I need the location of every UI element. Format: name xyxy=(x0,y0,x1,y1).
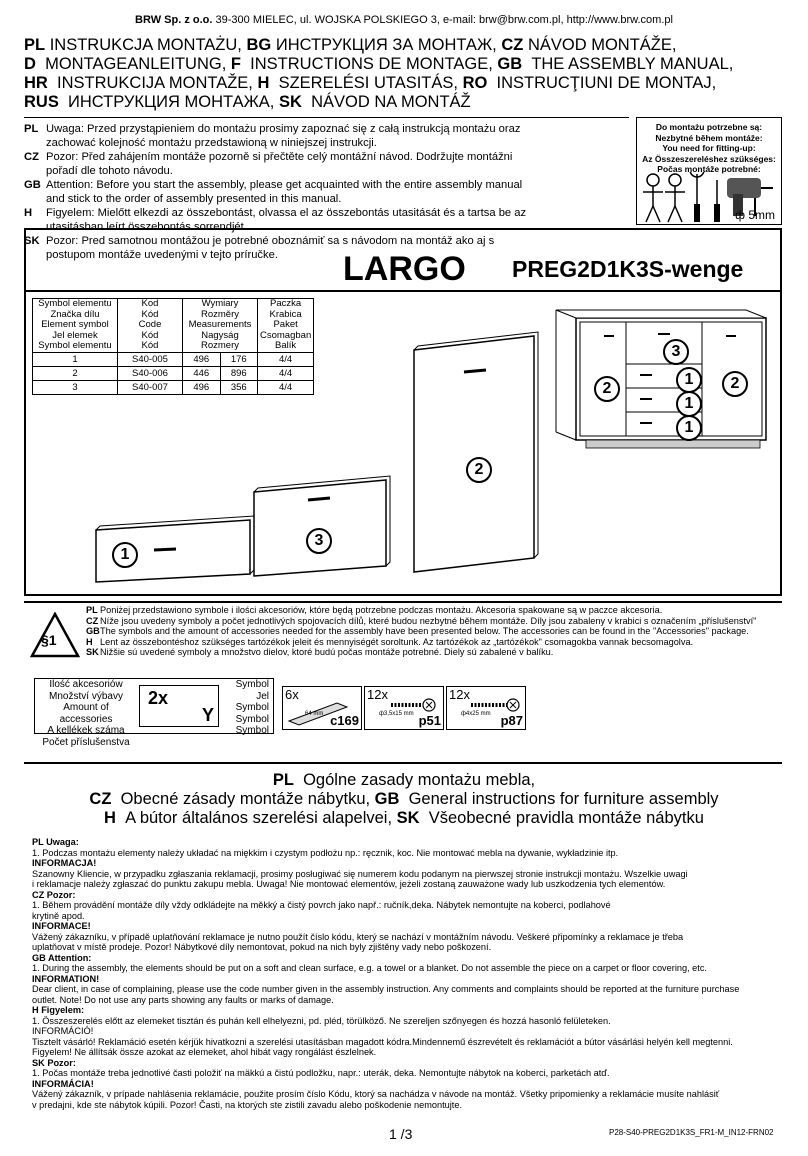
table-row: 2 S40-006 446 896 4/4 xyxy=(33,366,314,380)
title-line-4: RUS ИНСТРУКЦИЯ МОНТАЖА, SK NÁVOD NA MONTÁŽ xyxy=(24,93,471,111)
general-line: H Figyelem: xyxy=(32,1005,85,1015)
accessory-handle-c169: 6x 64 mm c169 xyxy=(282,686,362,730)
legend-sample-box: 2x Y xyxy=(139,685,219,727)
accessories-note: PL Poniżej przedstawiono symbole i ilości akcesoriów, które będą potrzebne podczas montażu. Akcesoria spakowane są w paczce akcesoria. CZ Níže jsou uvedeny symboly a počet jednotlivých spojovacích dílů, které budou nezbytné během montáže. Díly jsou zabaleny v krabici s označením „příslušenství" GBThe symbols and the amount of accessories needed for the assembly have been presented below. The accessories can be found in the "Accessories" package. H Lent az összebontéshoz szükséges tartózékok jeleit és mennyiségét soroltunk. Az tartózékok az „tartózékok" csomagokba vannak becsomagolva. SKNižšie sú uvedené symboly a množstvo dielov, ktoré budú počas montáže potrebné. Diely sú zabalené v balíku. xyxy=(86,605,757,657)
parts-diagram xyxy=(26,290,780,594)
general-line: GB Attention: xyxy=(32,952,92,963)
general-line: Figyelem! Ne állítsák össze azokat az elemeket, ahol hibát vagy rongálást észlelnek. xyxy=(32,1047,377,1057)
general-line: 1. Összeszerelés előtt az elemeket tisztán és puhán kell elhelyezni, pd. pléd, törülköző. Ne szereljen szőnyegen és hozzá hasonló felületeken. xyxy=(32,1015,611,1026)
header-package: Paczka Krabica Paket Csomagban Balík xyxy=(258,299,314,353)
warning-h: H Figyelem: Mielőtt elkezdi az összebontást, olvassa el az összebontás utasitását és a tartsa be az utasitásban leírt összebontás sorrendjét. xyxy=(24,207,527,233)
panel-2 xyxy=(414,332,538,572)
general-line: Dear client, in case of complaining, please use the code number given in the assembly instruction. Any comments and complaints should be reported at the furniture purchase xyxy=(32,984,740,994)
section-badge: §1 xyxy=(41,632,57,648)
company-address: 39-300 MIELEC, ul. WOJSKA POLSKIEGO 3, e-mail: brw@brw.com.pl, http://www.brw.com.pl xyxy=(215,14,673,26)
general-line: PL Uwaga: xyxy=(32,837,79,847)
general-line: Vážený zákazník, v prípade nahlásenia reklamácie, použite prosím číslo Kódu, ktorý sa nachádza v návode na montáž. Všetky pripomienky a reklamácie musíte nahlásiť xyxy=(32,1089,720,1099)
general-line: INFORMÁCIÓ! xyxy=(32,1026,94,1036)
general-line: INFORMACE! xyxy=(32,921,91,931)
cabinet-label-2-right: 2 xyxy=(722,371,748,397)
warning-cz: CZ Pozor: Před zahájením montáže pozorně si přečtěte celý montážní návod. Dodržujte montážni pořadí dle tohoto návodu. xyxy=(24,151,513,177)
table-row: 3 S40-007 496 356 4/4 xyxy=(33,380,314,394)
accessory-legend: Ilość akcesoriów Množství výbavy Amount of accessories A kellékek száma Počet příslušenstva 2x Y Symbol Jel Symbol Symbol Symbol xyxy=(34,678,274,734)
general-line: INFORMÁCIA! xyxy=(32,1078,94,1089)
general-line: i reklamacje należy zgłaszać do punktu zakupu mebla. Uwaga! Nie montować elementów, jeżeli zostaną zauważone wady lub uszkodzenia tych elementów. xyxy=(32,879,666,889)
warning-gb: GB Attention: Before you start the assembly, please get acquainted with the entire assembly manual and stick to the order of assembly presented in this manual. xyxy=(24,179,523,205)
general-heading: PL Ogólne zasady montażu mebla, CZ Obecné zásady montáže nábytku, GB General instructions for furniture assembly H A bútor általános szerelési alapelvei, SK Všeobecné pravidla montáže nábytku xyxy=(89,771,719,827)
general-line: 1. During the assembly, the elements should be put on a soft and clean surface, e.g. a towel or a blanket. Do not assemble the piece on a carpet or floor covering, etc. xyxy=(32,963,707,973)
general-line: krytině apod. xyxy=(32,910,85,921)
header-dimensions: Wymiary Rozměry Measurements Nagyság Rozmery xyxy=(183,299,258,353)
title-line-2: D MONTAGEANLEITUNG, F INSTRUCTIONS DE MONTAGE, GB THE ASSEMBLY MANUAL, xyxy=(24,55,734,73)
general-line: SK Pozor: xyxy=(32,1057,76,1068)
general-line: outlet. Note! Do not use any parts showing any faults or marks of damage. xyxy=(32,994,334,1005)
cabinet-label-1c: 1 xyxy=(676,415,702,441)
general-line: INFORMACJA! xyxy=(32,858,97,868)
cabinet-label-1b: 1 xyxy=(676,391,702,417)
document-titles xyxy=(24,36,733,112)
general-line: Szanowny Kliencie, w przypadku zgłaszania reklamacji, prosimy posługiwać się numerem kodu podanym na pierwszej stronie instrukcji montażu. Wszelkie uwagi xyxy=(32,868,688,879)
general-line: Tisztelt vásárló! Reklamáció esetén kérjük hivatkozni a szerelési utasításban magadott kódra.Mindennemű észrevételt és reklamációt a bútor vásárlási helyén kell megtenni. xyxy=(32,1036,733,1047)
title-line-3: HR INSTRUKCIJA MONTAŽE, H SZERELÉSI UTASITÁS, RO INSTRUCŢIUNI DE MONTAJ, xyxy=(24,74,717,92)
general-line: v predajni, kde ste nábytok kúpili. Pozor! Časti, na ktorých ste zistili zavadu alebo poškodenie nemontujte. xyxy=(32,1099,463,1110)
accessory-screw-p51: 12x ф3,5x15 mm p51 xyxy=(364,686,444,730)
panel-3 xyxy=(254,476,390,576)
general-line: CZ Pozor: xyxy=(32,889,76,900)
cabinet-label-1a: 1 xyxy=(676,367,702,393)
accessories-divider xyxy=(24,601,782,603)
label-part-3: 3 xyxy=(306,528,332,554)
warning-pl: PL Uwaga: Przed przystąpieniem do montażu prosimy zapoznać się z całą instrukcją montażu oraz zachować kolejność montażu przedstawioną w niniejszej instrukcji. xyxy=(24,123,521,149)
label-part-2: 2 xyxy=(466,457,492,483)
general-line: 1. Počas montáže treba jednotlivé časti položiť na mäkkú a čistú podložku, napr.: uterák, deka. Nemontujte nábytok na koberci, parketách atď. xyxy=(32,1068,610,1078)
general-line: 1. Během provádění montáže díly vždy odkládejte na měkký a čistý povrch jako např.: ručník,deka. Nábytek nemontujte na koberci, podlahové xyxy=(32,900,611,910)
assembly-warnings xyxy=(24,117,629,261)
phillips-screwdriver-icon xyxy=(690,172,704,222)
company-header xyxy=(0,14,808,26)
title-line-1: PL INSTRUKCJA MONTAŻU, BG ИНСТРУКЦИЯ ЗА МОНТАЖ, CZ NÁVOD MONTÁŽE, xyxy=(24,36,677,54)
label-part-1: 1 xyxy=(112,542,138,568)
tools-required-box: Do montażu potrzebne są: Nezbytné během montáže: You need for fitting-up: Az Összeszereléshez szükséges: Počas montáže potrebné: ф 5mm xyxy=(636,117,782,225)
general-line: Vážený zákazníku, v případě uplatňování reklamace je nutno použít číslo kódu, který se nachází v montážním návodu. Veškeré připomínky a reklamace je třeba xyxy=(32,931,684,942)
page-number: 1 /3 xyxy=(389,1126,413,1142)
document-reference: P28-S40-PREG2D1K3S_FR1-M_IN12-FRN02 xyxy=(609,1128,774,1137)
header-code: Kod Kód Code Kód Kód xyxy=(118,299,183,353)
flat-screwdriver-icon xyxy=(714,180,720,222)
company-name: BRW Sp. z o.o. xyxy=(135,14,213,26)
product-code: PREG2D1K3S-wenge xyxy=(512,256,744,282)
warning-sk: SK Pozor: Pred samotnou montážou je potrebné oboznámiť sa s návodom na montáž ako aj s postupom montáže uvedenými v tejto príručke. xyxy=(24,235,495,261)
general-line: 1. Podczas montażu elementy należy układać na miękkim i czystym podłożu np.: ręcznik, koc. Nie montować mebla na dywanie, wykładzinie itp. xyxy=(32,847,619,858)
general-instructions-text xyxy=(32,837,792,1110)
person-icon xyxy=(643,174,685,222)
cabinet-label-3: 3 xyxy=(663,339,689,365)
general-line: uplatňovat v místě prodeje. Pozor! Nábytkové díly nemontovat, pokud na nich byly zjištěny vady nebo poškození. xyxy=(32,942,492,952)
product-name: LARGO xyxy=(343,250,466,288)
table-row: 1 S40-005 496 176 4/4 xyxy=(33,352,314,366)
drill-bit-size: ф 5mm xyxy=(735,208,775,222)
accessory-screw-p87: 12x ф4x25 mm p87 xyxy=(446,686,526,730)
cabinet-label-2-left: 2 xyxy=(594,376,620,402)
header-symbol: Symbol elementu Značka dílu Element symbol Jel elemek Symbol elementu xyxy=(33,299,118,353)
general-line: INFORMATION! xyxy=(32,973,100,984)
